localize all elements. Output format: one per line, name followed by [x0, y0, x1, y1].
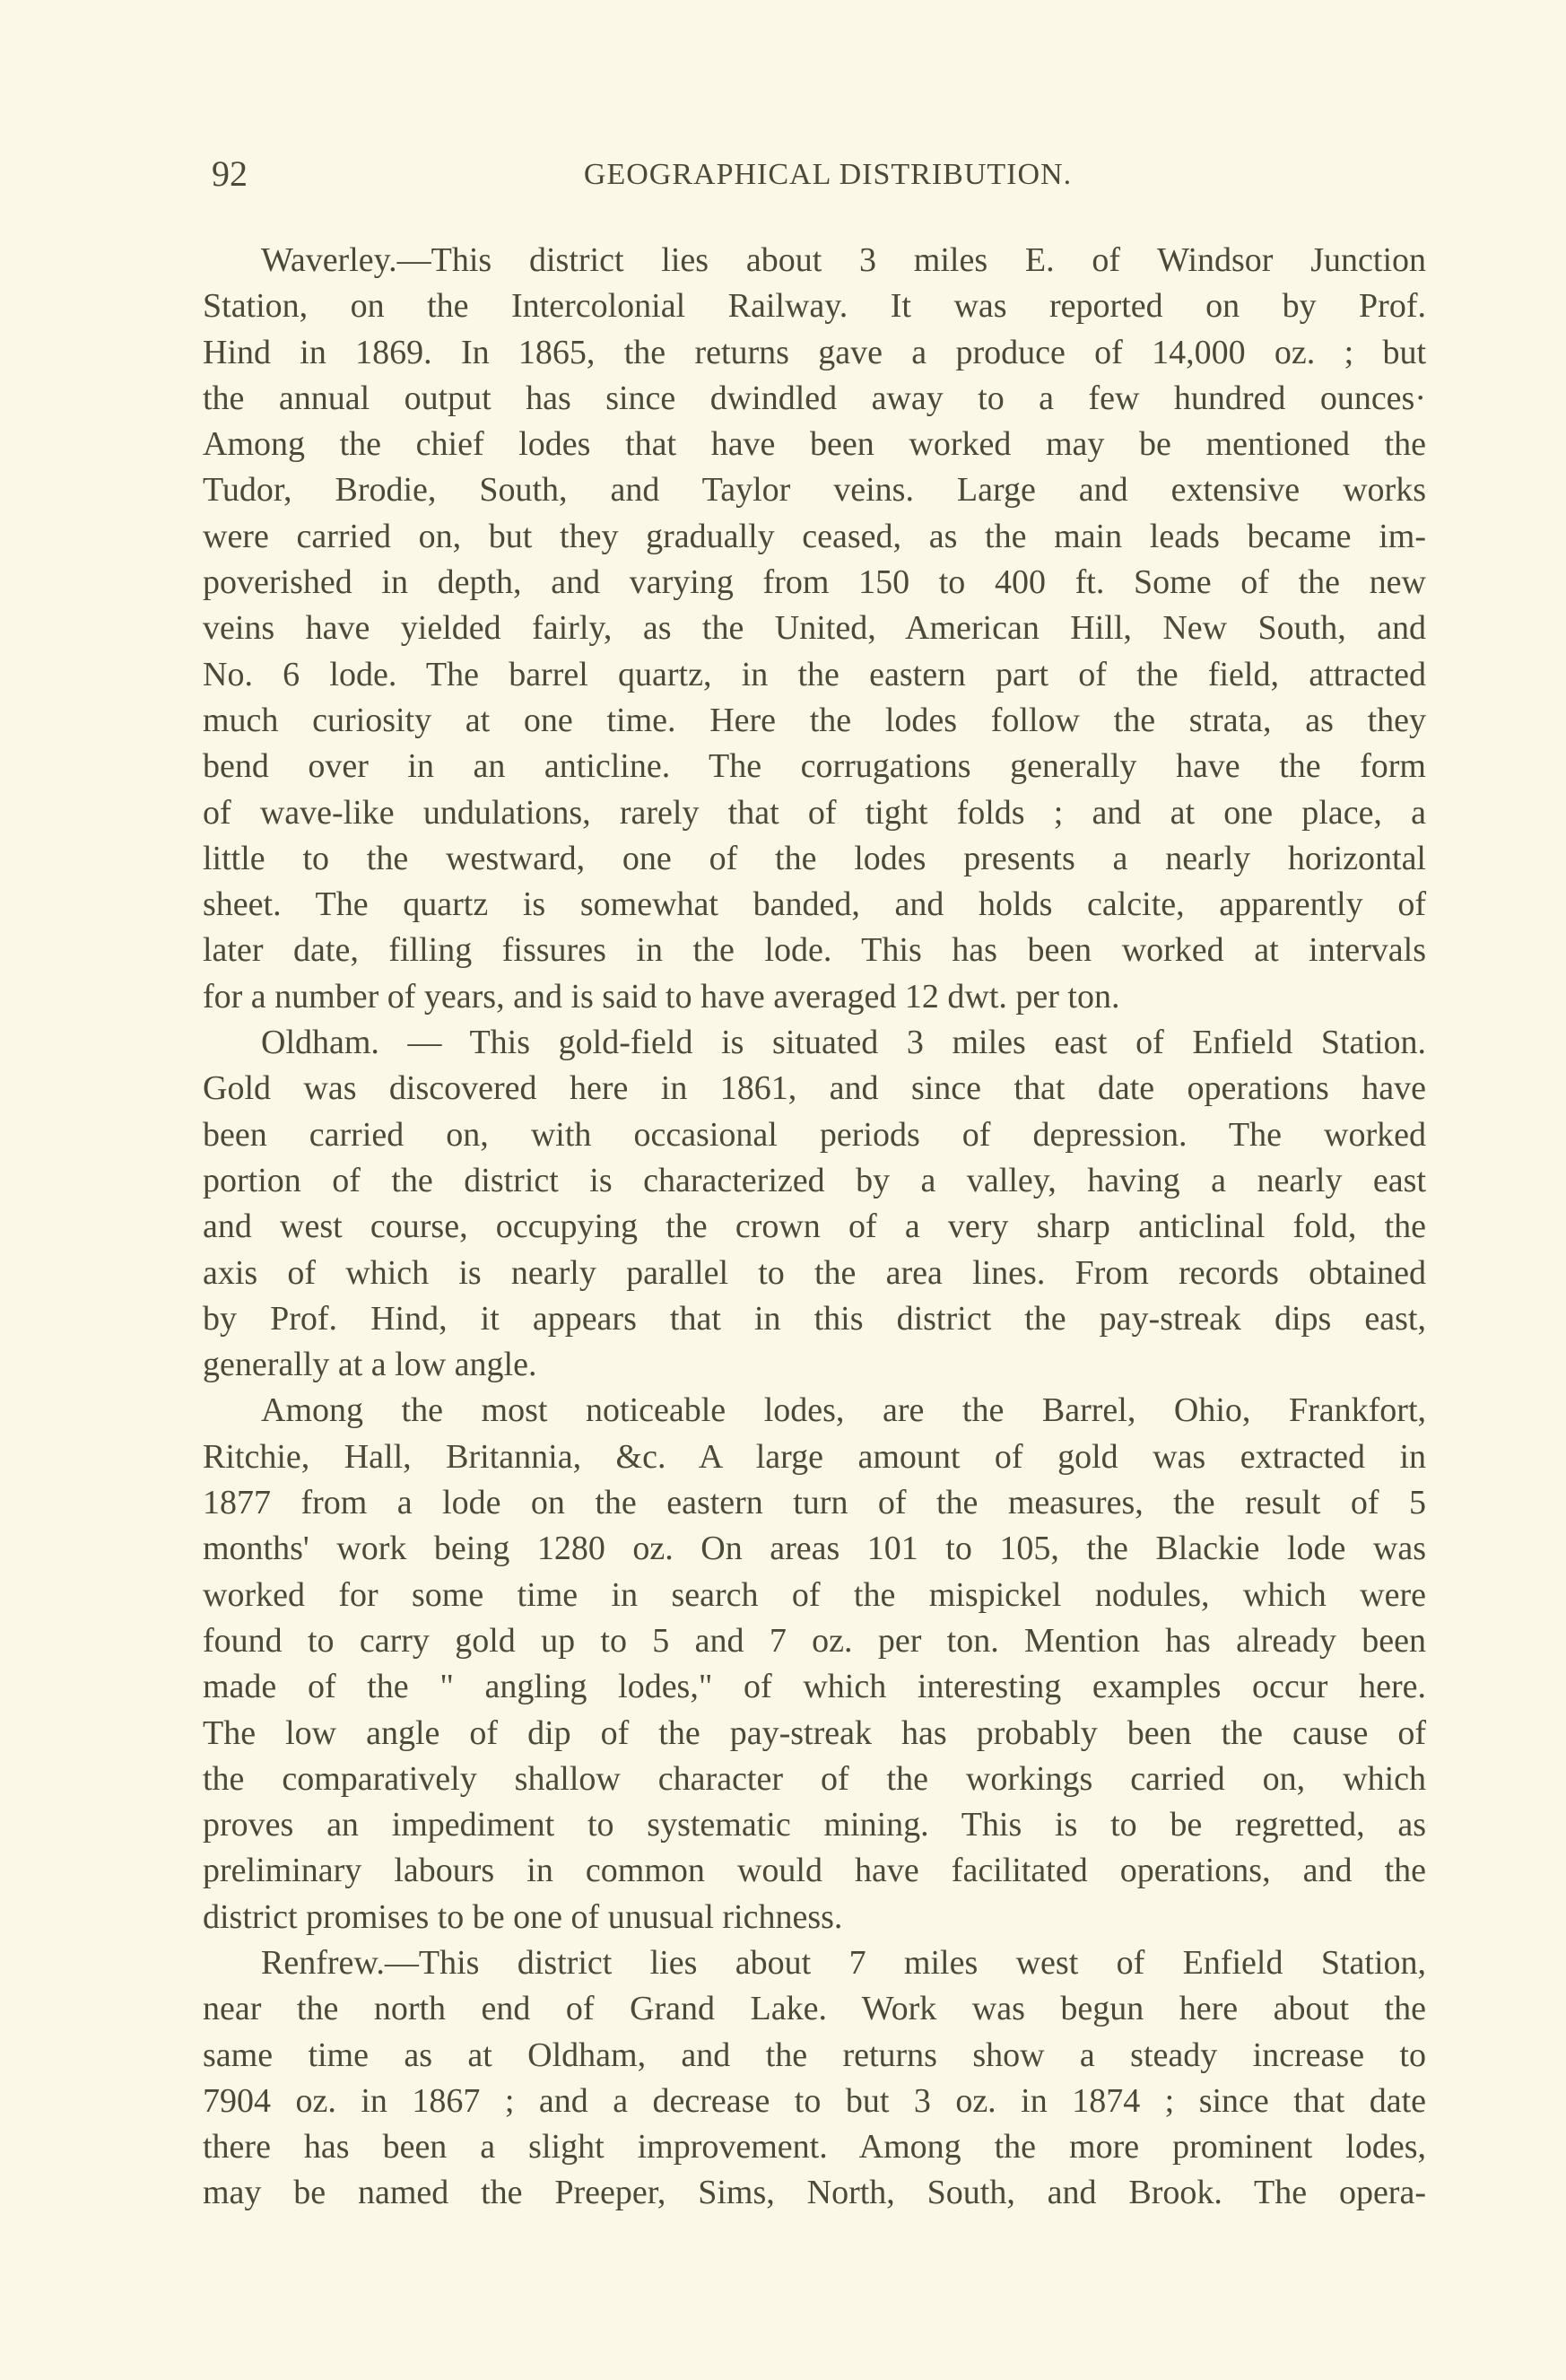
text-line: Tudor, Brodie, South, and Taylor veins. Large and extensive works	[203, 471, 1426, 510]
text-line: district promises to be one of unusual richness.	[203, 1897, 843, 1936]
running-title: GEOGRAPHICAL DISTRIBUTION.	[583, 158, 1073, 191]
text-line: axis of which is nearly parallel to the area lines. From records obtained	[203, 1253, 1426, 1292]
text-line: were carried on, but they gradually ceased, as the main leads became im-	[203, 517, 1426, 555]
text-line: same time as at Oldham, and the returns show a steady increase to	[203, 2036, 1426, 2074]
text-line: sheet. The quartz is somewhat banded, and holds calcite, apparently of	[203, 885, 1426, 924]
text-line: little to the westward, one of the lodes presents a nearly horizontal	[203, 839, 1426, 877]
text-line: Gold was discovered here in 1861, and since that date operations have	[203, 1069, 1426, 1108]
text-line: portion of the district is characterized by a valley, having a nearly east	[203, 1161, 1426, 1199]
text-line: Ritchie, Hall, Britannia, &c. A large amount of gold was extracted in	[203, 1437, 1426, 1476]
text-line: and west course, occupying the crown of a very sharp anticlinal fold, the	[203, 1207, 1426, 1246]
text-line: generally at a low angle.	[203, 1346, 537, 1384]
text-line: Oldham. — This gold-field is situated 3 miles east of Enfield Station.	[261, 1024, 1426, 1062]
text-line: been carried on, with occasional periods of depression. The worked	[203, 1115, 1426, 1154]
text-line: the comparatively shallow character of the workings carried on, which	[203, 1759, 1426, 1798]
paragraph	[203, 1020, 1426, 1388]
text-line: veins have yielded fairly, as the United, American Hill, New South, and	[203, 609, 1426, 648]
text-line: may be named the Preeper, Sims, North, South, and Brook. The opera-	[203, 2174, 1426, 2212]
paragraph	[203, 238, 1426, 1020]
text-line: poverished in depth, and varying from 150 to 400 ft. Some of the new	[203, 563, 1426, 602]
text-line: there has been a slight improvement. Among the more prominent lodes,	[203, 2128, 1426, 2166]
text-line: later date, filling fissures in the lode. This has been worked at intervals	[203, 931, 1426, 970]
text-line: 1877 from a lode on the eastern turn of the measures, the result of 5	[203, 1484, 1426, 1522]
page-number: 92	[212, 153, 248, 194]
text-line: of wave-like undulations, rarely that of tight folds ; and at one place, a	[203, 793, 1426, 832]
text-line: for a number of years, and is said to have averaged 12 dwt. per ton.	[203, 977, 1120, 1016]
paragraph	[203, 1940, 1426, 2217]
text-line: Station, on the Intercolonial Railway. It was reported on by Prof.	[203, 287, 1426, 326]
text-line: No. 6 lode. The barrel quartz, in the eastern part of the field, attracted	[203, 655, 1426, 693]
text-line: bend over in an anticline. The corrugations generally have the form	[203, 747, 1426, 786]
text-line: Waverley.—This district lies about 3 miles E. of Windsor Junction	[261, 241, 1426, 279]
text-line: months' work being 1280 oz. On areas 101 to 105, the Blackie lode was	[203, 1530, 1426, 1568]
text-line: made of the " angling lodes," of which interesting examples occur here.	[203, 1668, 1426, 1706]
paragraph	[203, 1388, 1426, 1940]
text-line: The low angle of dip of the pay-streak has probably been the cause of	[203, 1713, 1426, 1752]
text-line: Renfrew.—This district lies about 7 miles west of Enfield Station,	[261, 1943, 1426, 1982]
text-line: 7904 oz. in 1867 ; and a decrease to but 3 oz. in 1874 ; since that date	[203, 2081, 1426, 2120]
text-line: Among the most noticeable lodes, are the Barrel, Ohio, Frankfort,	[261, 1391, 1426, 1430]
text-line: much curiosity at one time. Here the lodes follow the strata, as they	[203, 701, 1426, 739]
text-line: the annual output has since dwindled away to a few hundred ounces·	[203, 379, 1426, 417]
text-line: Hind in 1869. In 1865, the returns gave a produce of 14,000 oz. ; but	[203, 333, 1426, 371]
text-line: found to carry gold up to 5 and 7 oz. per ton. Mention has already been	[203, 1621, 1426, 1660]
text-line: preliminary labours in common would have facilitated operations, and the	[203, 1852, 1426, 1890]
text-line: by Prof. Hind, it appears that in this district the pay-streak dips east,	[203, 1299, 1426, 1338]
text-line: Among the chief lodes that have been worked may be mentioned the	[203, 425, 1426, 464]
text-line: near the north end of Grand Lake. Work was begun here about the	[203, 1990, 1426, 2028]
text-line: proves an impediment to systematic mining. This is to be regretted, as	[203, 1806, 1426, 1844]
body-text	[203, 238, 1426, 2217]
text-line: worked for some time in search of the mispickel nodules, which were	[203, 1575, 1426, 1614]
